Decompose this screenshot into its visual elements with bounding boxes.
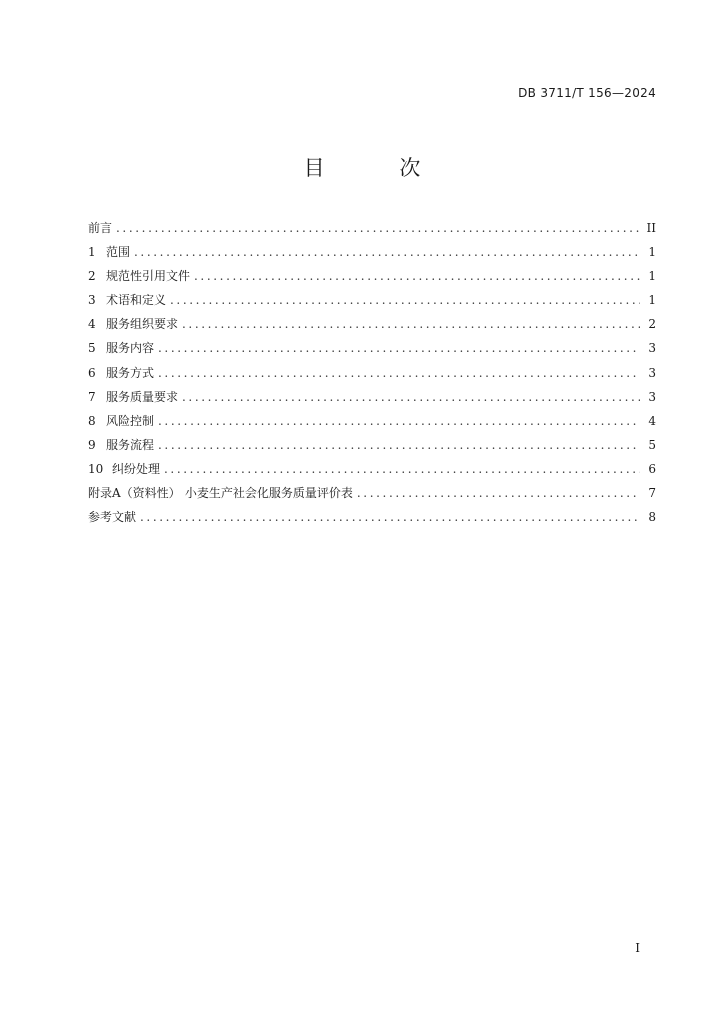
toc-entry-dispute-handling[interactable]: [88, 459, 656, 483]
toc-entry-page: II: [646, 221, 656, 235]
toc-title: 目 次: [303, 156, 455, 180]
toc-entry-service-content[interactable]: [88, 338, 656, 362]
toc-leader-dots: [158, 338, 640, 358]
toc-entry-bibliography[interactable]: [88, 507, 656, 531]
toc-entry-page: 6: [648, 461, 656, 476]
toc-entry-number: 9: [88, 437, 96, 452]
toc-leader-dots: [182, 387, 640, 407]
toc-leader-dots: [164, 459, 640, 479]
toc-entry-normative-references[interactable]: [88, 266, 656, 290]
toc-entry-label: 风险控制: [106, 413, 155, 428]
toc-entry-number: 1: [88, 245, 96, 260]
toc-entry-foreword[interactable]: [88, 218, 656, 242]
toc-entry-page: 1: [648, 269, 656, 284]
toc-leader-dots: [170, 290, 640, 310]
toc-entry-page: 2: [648, 317, 656, 332]
toc-entry-quality-requirements[interactable]: [88, 387, 656, 411]
toc-entry-organization-requirements[interactable]: [88, 314, 656, 338]
toc-leader-dots: [194, 266, 640, 286]
toc-entry-service-mode[interactable]: [88, 363, 656, 387]
toc-entry-page: 3: [648, 341, 656, 356]
toc-entry-label: 术语和定义: [106, 293, 167, 308]
toc-entry-number: 7: [88, 389, 96, 404]
toc-entry-page: 1: [648, 245, 656, 260]
toc-entry-service-process[interactable]: [88, 435, 656, 459]
toc-entry-number: 3: [88, 293, 96, 308]
toc-entry-number: 2: [88, 269, 96, 284]
toc-leader-dots: [357, 483, 640, 503]
toc-entry-page: 3: [648, 389, 656, 404]
page-number: I: [635, 941, 640, 955]
toc-leader-dots: [140, 507, 640, 527]
toc-entry-label: 前言: [88, 221, 113, 235]
toc-leader-dots: [134, 242, 640, 262]
table-of-contents: [88, 218, 656, 531]
toc-leader-dots: [182, 314, 640, 334]
toc-entry-label: 服务方式: [106, 365, 155, 380]
toc-entry-label: 服务流程: [106, 437, 155, 452]
document-code: DB 3711/T 156—2024: [518, 86, 656, 100]
toc-entry-label: 参考文献: [88, 510, 137, 525]
toc-entry-label: 范围: [106, 245, 131, 260]
toc-entry-number: 4: [88, 317, 96, 332]
toc-leader-dots: [116, 218, 640, 238]
toc-entry-label: 附录A（资料性）: [88, 486, 181, 501]
toc-entry-page: 3: [648, 365, 656, 380]
toc-entry-terms-definitions[interactable]: [88, 290, 656, 314]
toc-entry-sublabel: 小麦生产社会化服务质量评价表: [184, 486, 353, 501]
toc-entry-number: 6: [88, 365, 96, 380]
toc-entry-page: 1: [648, 293, 656, 308]
toc-entry-label: 纠纷处理: [112, 461, 161, 476]
toc-entry-number: 10: [88, 461, 104, 476]
toc-entry-label: 规范性引用文件: [106, 269, 191, 284]
toc-entry-page: 7: [648, 486, 656, 501]
toc-entry-label: 服务组织要求: [106, 317, 179, 332]
toc-entry-number: 8: [88, 413, 96, 428]
toc-leader-dots: [158, 411, 640, 431]
toc-entry-number: 5: [88, 341, 96, 356]
toc-entry-page: 8: [648, 510, 656, 525]
toc-entry-label: 服务内容: [106, 341, 155, 356]
toc-entry-risk-control[interactable]: [88, 411, 656, 435]
toc-entry-label: 服务质量要求: [106, 389, 179, 404]
toc-entry-page: 5: [648, 437, 656, 452]
toc-entry-page: 4: [648, 413, 656, 428]
toc-entry-appendix-a[interactable]: [88, 483, 656, 507]
toc-leader-dots: [158, 435, 640, 455]
toc-entry-scope[interactable]: [88, 242, 656, 266]
toc-leader-dots: [158, 363, 640, 383]
